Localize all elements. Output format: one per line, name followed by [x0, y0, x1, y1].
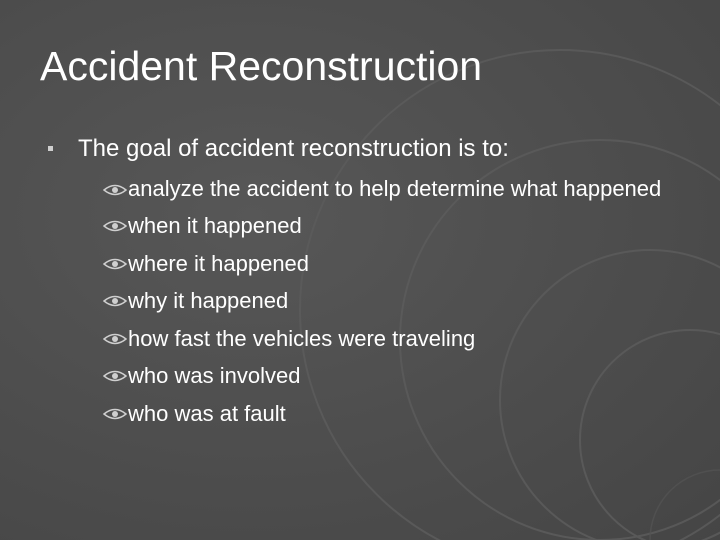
eye-bullet-icon: [103, 257, 127, 271]
slide-content: [48, 130, 678, 432]
eye-bullet-icon: [103, 219, 127, 233]
list-item-text: where it happened: [128, 250, 310, 276]
list-item: [103, 171, 678, 207]
list-item-text: why it happened: [128, 288, 289, 313]
square-bullet-icon: [48, 146, 53, 151]
main-point: [48, 130, 678, 168]
slide-title: Accident Reconstruction: [40, 43, 483, 89]
sub-point-list: [48, 171, 678, 432]
list-item-text: who was involved: [128, 363, 301, 388]
list-item: [103, 395, 678, 433]
list-item: [103, 320, 678, 358]
list-item: [103, 207, 678, 245]
eye-bullet-icon: [103, 369, 127, 383]
eye-bullet-icon: [103, 332, 127, 346]
main-point-text: The goal of accident reconstruction is to:: [78, 135, 509, 162]
list-item-text: when it happened: [128, 213, 302, 238]
list-item-text: analyze the accident to help determine what happened: [128, 176, 662, 201]
list-item: [103, 357, 678, 395]
eye-bullet-icon: [103, 407, 127, 421]
list-item: [103, 245, 678, 283]
eye-bullet-icon: [103, 294, 127, 308]
list-item-text: how fast the vehicles were traveling: [128, 325, 476, 351]
eye-bullet-icon: [103, 183, 127, 197]
list-item-text: who was at fault: [128, 400, 286, 426]
list-item: [103, 282, 678, 320]
